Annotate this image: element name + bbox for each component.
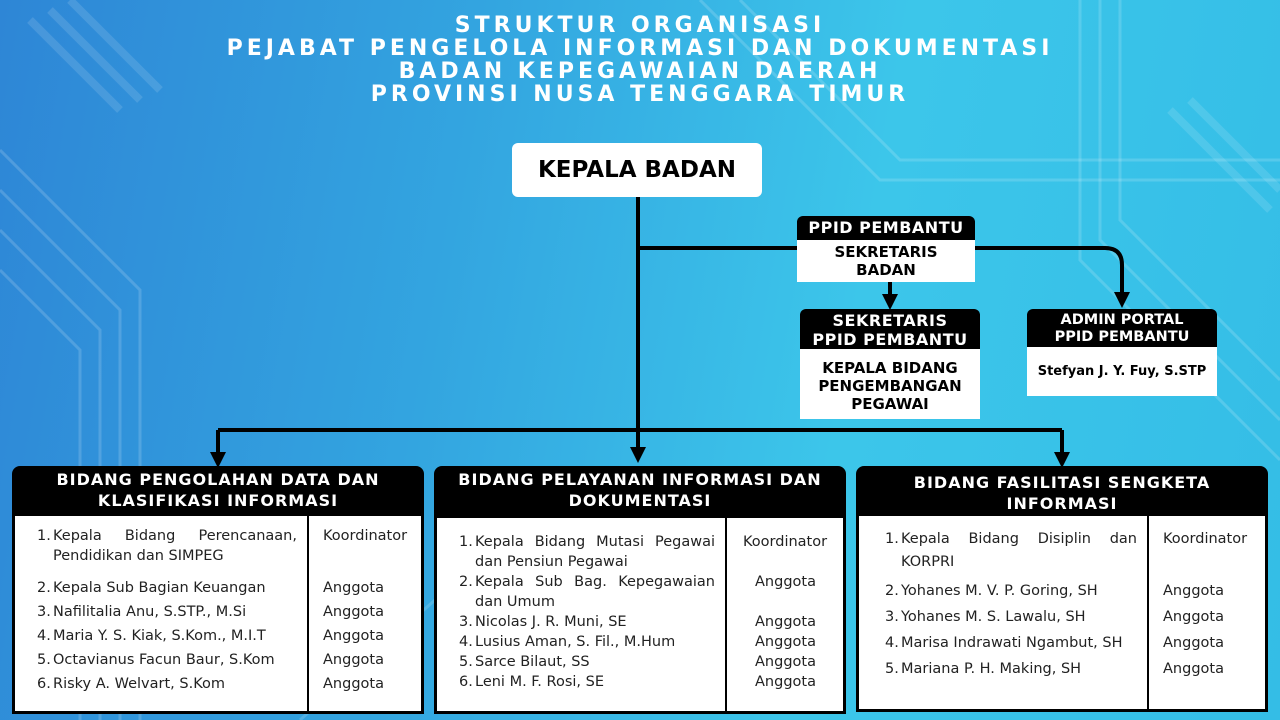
member-names xyxy=(437,518,727,711)
panel-title-line-1: BIDANG PELAYANAN INFORMASI DAN xyxy=(458,470,822,489)
member-role: Anggota xyxy=(755,634,816,650)
list-item xyxy=(459,572,715,612)
list-item xyxy=(459,632,715,652)
panel-body xyxy=(434,518,846,714)
item-number: 3. xyxy=(459,614,473,630)
member-role: Koordinator xyxy=(743,534,828,550)
list-item xyxy=(459,532,715,572)
list-item xyxy=(885,580,1137,606)
sekretaris-ppid-box xyxy=(800,349,980,419)
item-number: 5. xyxy=(459,654,473,670)
member-role: Koordinator xyxy=(323,528,408,544)
list-item xyxy=(459,672,715,692)
member-role: Anggota xyxy=(1163,609,1224,625)
member-name: Kepala Sub Bag. Kepegawaian dan Umum xyxy=(475,574,715,610)
item-number: 5. xyxy=(885,661,899,677)
title-line-2: PEJABAT PENGELOLA INFORMASI DAN DOKUMENTASI xyxy=(226,36,1054,61)
panel-title-line-2: KLASIFIKASI INFORMASI xyxy=(97,491,339,510)
member-name: Marisa Indrawati Ngambut, SH xyxy=(901,635,1123,651)
member-name: Octavianus Facun Baur, S.Kom xyxy=(53,652,275,668)
admin-name: Stefyan J. Y. Fuy, S.STP xyxy=(1037,364,1207,379)
member-name: Kepala Bidang Mutasi Pegawai dan Pensiun Pegawai xyxy=(475,534,715,570)
panel-title-line-1: BIDANG PENGOLAHAN DATA DAN xyxy=(56,470,380,489)
member-name: Yohanes M. V. P. Goring, SH xyxy=(901,583,1098,599)
ppid-line-2: BADAN xyxy=(856,261,916,279)
item-number: 2. xyxy=(885,583,899,599)
title-line-3: BADAN KEPEGAWAIAN DAERAH xyxy=(398,59,882,84)
panel-body xyxy=(12,516,424,714)
admin-portal-box xyxy=(1027,347,1217,396)
sekretaris-header-line-2: PPID PEMBANTU xyxy=(812,330,968,349)
panel-title-line-2: DOKUMENTASI xyxy=(568,491,712,510)
member-name: Lusius Aman, S. Fil., M.Hum xyxy=(475,634,676,650)
item-number: 6. xyxy=(37,676,51,692)
member-name: Sarce Bilaut, SS xyxy=(475,654,590,670)
panel-title-line-1: BIDANG FASILITASI SENGKETA xyxy=(913,473,1211,492)
kepala-badan-box: KEPALA BADAN xyxy=(512,143,762,197)
member-role: Anggota xyxy=(323,652,384,668)
member-role: Anggota xyxy=(1163,661,1224,677)
sekretaris-header-line-1: SEKRETARIS xyxy=(832,311,948,330)
item-number: 3. xyxy=(37,604,51,620)
list-item xyxy=(37,526,297,578)
admin-portal-header xyxy=(1027,309,1217,347)
item-number: 4. xyxy=(459,634,473,650)
list-item xyxy=(37,674,297,698)
item-number: 1. xyxy=(459,534,473,550)
item-number: 1. xyxy=(37,528,51,544)
member-role: Anggota xyxy=(755,654,816,670)
item-number: 6. xyxy=(459,674,473,690)
item-number: 5. xyxy=(37,652,51,668)
member-role: Anggota xyxy=(323,580,384,596)
list-item xyxy=(459,612,715,632)
panel-body xyxy=(856,516,1268,712)
item-number: 4. xyxy=(37,628,51,644)
member-name: Leni M. F. Rosi, SE xyxy=(475,674,604,690)
member-roles xyxy=(1149,516,1265,709)
panel-pelayanan-informasi xyxy=(434,466,846,714)
panel-header xyxy=(434,466,846,518)
panel-pengolahan-data xyxy=(12,466,424,714)
sekretaris-line-3: PEGAWAI xyxy=(851,395,929,413)
member-role: Anggota xyxy=(323,676,384,692)
member-name: Nafilitalia Anu, S.STP., M.Si xyxy=(53,604,247,620)
member-name: Mariana P. H. Making, SH xyxy=(901,661,1082,677)
member-role: Anggota xyxy=(323,604,384,620)
title-line-4: PROVINSI NUSA TENGGARA TIMUR xyxy=(370,82,910,107)
member-role: Anggota xyxy=(1163,635,1224,651)
member-name: Nicolas J. R. Muni, SE xyxy=(475,614,627,630)
sekretaris-line-2: PENGEMBANGAN xyxy=(818,377,962,395)
member-name: Risky A. Welvart, S.Kom xyxy=(53,676,225,692)
ppid-line-1: SEKRETARIS xyxy=(834,243,938,261)
member-role: Anggota xyxy=(755,574,816,590)
list-item xyxy=(459,652,715,672)
member-names xyxy=(15,516,309,711)
panel-fasilitasi-sengketa xyxy=(856,466,1268,712)
list-item xyxy=(885,658,1137,684)
item-number: 4. xyxy=(885,635,899,651)
member-name: Kepala Bidang Perencanaan, Pendidikan dan SIMPEG xyxy=(53,528,297,564)
title-line-1: STRUKTUR ORGANISASI xyxy=(454,13,826,38)
list-item xyxy=(885,606,1137,632)
ppid-pembantu-header: PPID PEMBANTU xyxy=(797,216,975,240)
admin-header-line-2: PPID PEMBANTU xyxy=(1054,329,1190,345)
list-item xyxy=(37,578,297,602)
member-role: Anggota xyxy=(755,674,816,690)
panel-header xyxy=(12,466,424,516)
admin-header-line-1: ADMIN PORTAL xyxy=(1060,312,1184,328)
member-name: Maria Y. S. Kiak, S.Kom., M.I.T xyxy=(53,628,266,644)
ppid-pembantu-box xyxy=(797,240,975,282)
item-number: 2. xyxy=(37,580,51,596)
item-number: 1. xyxy=(885,531,899,547)
list-item xyxy=(37,602,297,626)
member-name: Yohanes M. S. Lawalu, SH xyxy=(901,609,1086,625)
panel-header xyxy=(856,466,1268,516)
member-names xyxy=(859,516,1149,709)
list-item xyxy=(885,528,1137,580)
member-role: Anggota xyxy=(323,628,384,644)
list-item xyxy=(885,632,1137,658)
item-number: 3. xyxy=(885,609,899,625)
sekretaris-ppid-header xyxy=(800,309,980,349)
panel-title-line-2: INFORMASI xyxy=(1006,494,1118,513)
list-item xyxy=(37,626,297,650)
member-roles xyxy=(309,516,421,711)
member-name: Kepala Bidang Disiplin dan KORPRI xyxy=(901,531,1137,570)
member-roles xyxy=(727,518,843,711)
member-role: Anggota xyxy=(1163,583,1224,599)
member-name: Kepala Sub Bagian Keuangan xyxy=(53,580,266,596)
list-item xyxy=(37,650,297,674)
member-role: Koordinator xyxy=(1163,531,1248,547)
member-role: Anggota xyxy=(755,614,816,630)
sekretaris-line-1: KEPALA BIDANG xyxy=(822,359,958,377)
item-number: 2. xyxy=(459,574,473,590)
